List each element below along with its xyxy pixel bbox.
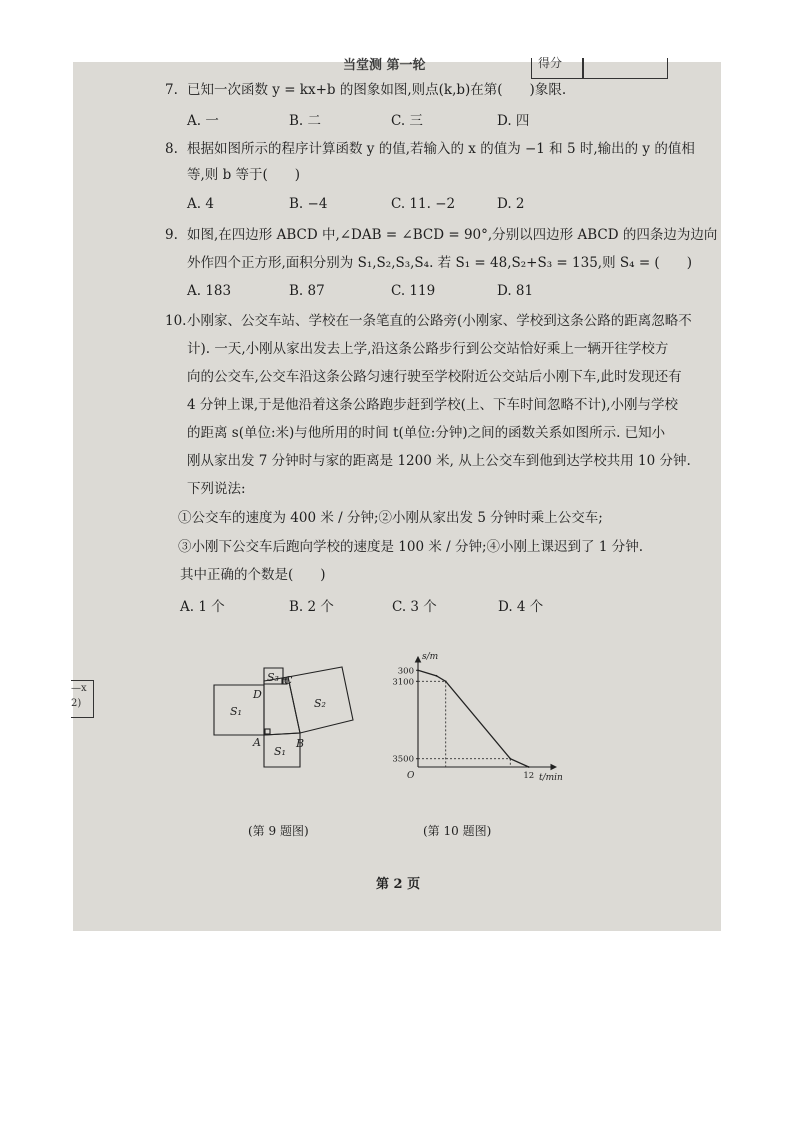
question-8-line-2: [187, 165, 300, 185]
margin-text-2: 2): [71, 698, 82, 709]
x-tick-label: 12: [523, 771, 535, 781]
question-10-line-3: [187, 367, 682, 387]
option-a: A. 1 个: [180, 599, 225, 615]
question-9: [165, 225, 717, 245]
figure-10-chart: [378, 647, 568, 787]
question-10-line-6: [187, 451, 691, 471]
figure-10-caption: (第 10 题图): [423, 824, 492, 838]
question-10-line-5: [187, 423, 665, 443]
question-text-line: 向的公交车,公交车沿这条公路匀速行驶至学校附近公交站后小刚下车,此时发现还有: [187, 369, 682, 385]
right-angle-a: [265, 729, 270, 734]
question-text-line: ③小刚下公交车后跑向学校的速度是 100 米 / 分钟;④小刚上课迟到了 1 分钟.: [178, 539, 643, 555]
label-b: B: [296, 737, 305, 750]
header-strip: [73, 56, 721, 76]
question-text-line: 4 分钟上课,于是他沿着这条公路跑步赶到学校(上、下车时间忽略不计),小刚与学校: [187, 397, 678, 413]
option-a: A. 一: [187, 113, 219, 129]
label-d: D: [253, 688, 262, 701]
margin-text-1: —x: [71, 683, 87, 694]
data-point: [509, 758, 511, 760]
label-c: C: [284, 674, 293, 687]
question-10-line-9: [178, 537, 643, 557]
data-point: [528, 766, 530, 768]
question-number: 8.: [165, 141, 178, 157]
label-a: A: [253, 736, 261, 749]
option-c: C. 119: [391, 283, 436, 299]
label-s2: S₂: [314, 697, 326, 710]
question-text-line: 下列说法:: [187, 481, 246, 497]
option-a: A. 4: [187, 196, 214, 212]
question-number: 10.: [165, 313, 187, 329]
question-8: [165, 139, 695, 159]
label-s1-bottom: S₁: [274, 745, 286, 758]
question-7-options: [187, 109, 687, 129]
figure-9: [208, 657, 368, 777]
question-text-line-2: 外作四个正方形,面积分别为 S₁,S₂,S₃,S₄. 若 S₁ = 48,S₂+S₃ = 135,则 S₄ = ( ): [187, 255, 692, 271]
question-text-line-1: 根据如图所示的程序计算函数 y 的值,若输入的 x 的值为 −1 和 5 时,输出的 y 的值相: [187, 141, 695, 157]
y-tick-label: 300: [397, 666, 414, 677]
question-text-line: 其中正确的个数是( ): [180, 567, 326, 583]
option-c: C. 3 个: [392, 599, 437, 615]
series-line: [418, 670, 529, 767]
data-point: [417, 669, 419, 671]
option-d: D. 4 个: [498, 599, 544, 615]
question-10-line-10: [180, 565, 326, 585]
figure-9-caption: (第 9 题图): [248, 824, 309, 838]
question-7: [165, 80, 566, 100]
x-axis-label: t/min: [539, 773, 563, 783]
option-d: D. 四: [497, 113, 530, 129]
question-10-line-2: [187, 339, 668, 359]
origin-label: O: [407, 771, 415, 781]
y-axis-label: s/m: [422, 652, 439, 662]
question-number: 9.: [165, 227, 178, 243]
question-10-line-7: [187, 479, 246, 499]
option-b: B. −4: [289, 196, 328, 212]
label-s3: S₃: [267, 671, 279, 684]
question-9-line-2: [187, 253, 692, 273]
y-tick-label: 3100: [392, 677, 414, 688]
question-9-options: [187, 283, 687, 303]
option-b: B. 二: [289, 113, 322, 129]
y-tick-label: 3500: [392, 754, 414, 765]
question-10: [165, 311, 692, 331]
question-10-line-8: [178, 508, 603, 528]
data-point: [445, 680, 447, 682]
question-text-line: 计). 一天,小刚从家出发去上学,沿这条公路步行到公交站恰好乘上一辆开往学校方: [187, 341, 669, 357]
question-10-options: [180, 595, 680, 615]
data-point: [436, 675, 438, 677]
question-text-line: ①公交车的速度为 400 米 / 分钟;②小刚从家出发 5 分钟时乘上公交车;: [178, 510, 603, 526]
question-10-line-4: [187, 395, 678, 415]
exam-page: [71, 56, 721, 931]
header-title: 当堂测 第一轮: [343, 58, 426, 73]
option-c: C. 三: [391, 113, 423, 129]
question-text-line: 刚从家出发 7 分钟时与家的距离是 1200 米, 从上公交车到他到达学校共用 10 分钟.: [187, 453, 691, 469]
score-box: [531, 58, 668, 79]
page-number: 第 2 页: [376, 877, 421, 892]
option-a: A. 183: [187, 283, 232, 299]
option-c: C. 11. −2: [391, 196, 456, 212]
left-margin-fragment: [71, 680, 94, 718]
question-number: 7.: [165, 82, 178, 98]
score-divider: [582, 58, 584, 78]
question-8-options: [187, 196, 687, 216]
label-s1-left: S₁: [230, 705, 242, 718]
question-text-line-1: 小刚家、公交车站、学校在一条笔直的公路旁(小刚家、学校到这条公路的距离忽略不: [187, 313, 692, 329]
question-text-line-2: 等,则 b 等于( ): [187, 167, 301, 183]
option-d: D. 2: [497, 196, 525, 212]
score-label: 得分: [538, 56, 563, 70]
option-b: B. 2 个: [289, 599, 334, 615]
question-text-line-1: 如图,在四边形 ABCD 中,∠DAB = ∠BCD = 90°,分别以四边形 ABCD 的四条边为边向: [187, 227, 718, 243]
option-d: D. 81: [497, 283, 534, 299]
option-b: B. 87: [289, 283, 325, 299]
question-text-line: 的距离 s(单位:米)与他所用的时间 t(单位:分钟)之间的函数关系如图所示. 已知小: [187, 425, 666, 441]
question-text: 已知一次函数 y = kx+b 的图象如图,则点(k,b)在第( )象限.: [187, 82, 567, 98]
